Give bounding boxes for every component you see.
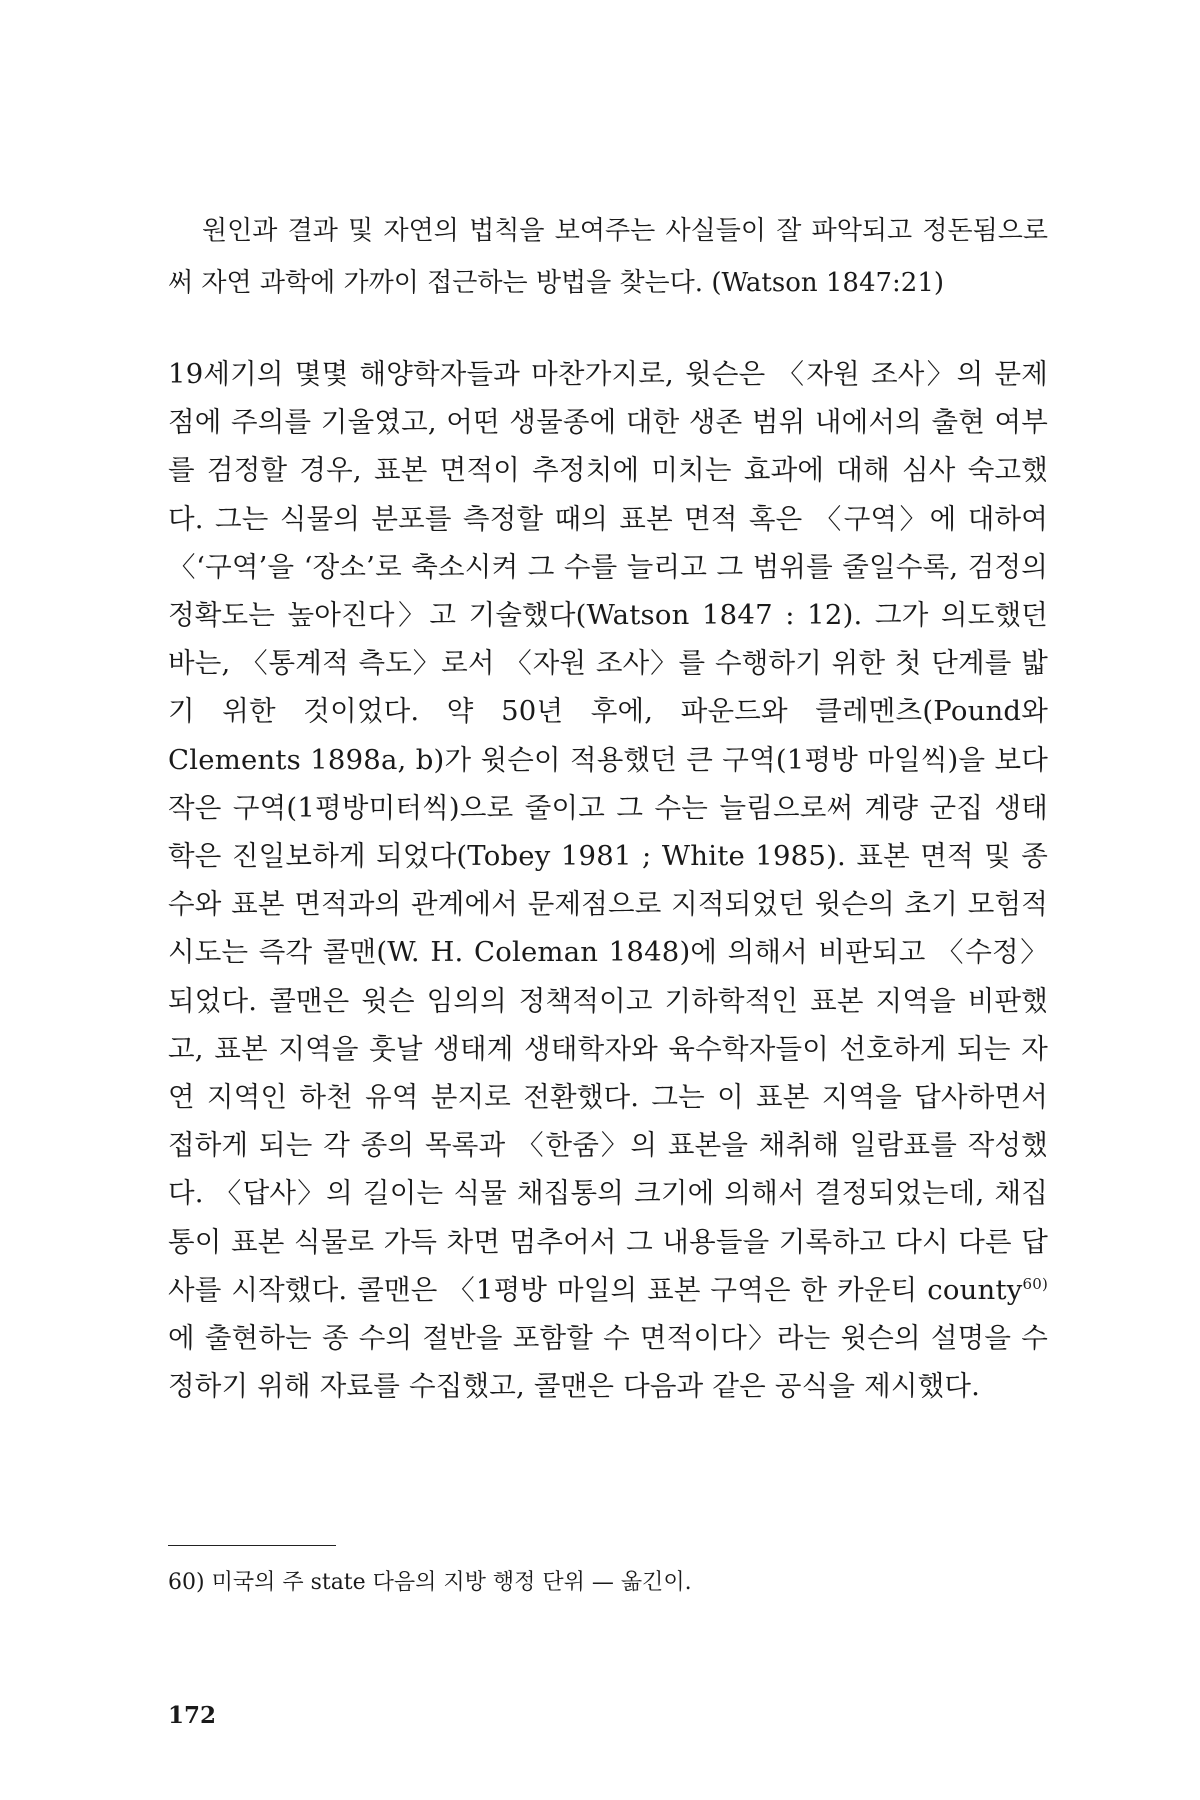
block-quote: 원인과 결과 및 자연의 법칙을 보여주는 사실들이 잘 파악되고 정돈됨으로써 자연 과학에 가까이 접근하는 방법을 찾는다. (Watson 1847:21): [168, 216, 1048, 298]
body-paragraph: [168, 350, 1048, 1410]
footnote: 60) 미국의 주 state 다음의 지방 행정 단위 — 옮긴이.: [168, 1570, 692, 1595]
footnote-reference: 60): [1022, 1274, 1048, 1293]
paragraph-text-part-1: 19세기의 몇몇 해양학자들과 마찬가지로, 윗슨은 〈자원 조사〉의 문제점에 주의를 기울였고, 어떤 생물종에 대한 생존 범위 내에서의 출현 여부를 검정할 경우, 표본 면적이 추정치에 미치는 효과에 대해 심사 숙고했다. 그는 식물의 분포를 측정할 때의 표본 면적 혹은 〈구역〉에 대하여 〈‘구역’을 ‘장소’로 축소시켜 그 수를 늘리고 그 범위를 줄일수록, 검정의 정확도는 높아진다〉고 기술했다(Watson 1847 : 12). 그가 의도했던 바는, 〈통계적 측도〉로서 〈자원 조사〉를 수행하기 위한 첫 단계를 밟기 위한 것이었다. 약 50년 후에, 파운드와 클레멘츠(Pound와 Clements 1898a, b)가 윗슨이 적용했던 큰 구역(1평방 마일씩)을 보다 작은 구역(1평방미터씩)으로 줄이고 그 수는 늘림으로써 계량 군집 생태학은 진일보하게 되었다(Tobey 1981 ; White 1985). 표본 면적 및 종 수와 표본 면적과의 관계에서 문제점으로 지적되었던 윗슨의 초기 모험적 시도는 즉각 콜맨(W. H. Coleman 1848)에 의해서 비판되고 〈수정〉되었다. 콜맨은 윗슨 임의의 정책적이고 기하학적인 표본 지역을 비판했고, 표본 지역을 훗날 생태계 생태학자와 육수학자들이 선호하게 되는 자연 지역인 하천 유역 분지로 전환했다. 그는 이 표본 지역을 답사하면서 접하게 되는 각 종의 목록과 〈한줌〉의 표본을 채취해 일람표를 작성했다. 〈답사〉의 길이는 식물 채집통의 크기에 의해서 결정되었는데, 채집통이 표본 식물로 가득 차면 멈추어서 그 내용들을 기록하고 다시 다른 답사를 시작했다. 콜맨은 〈1평방 마일의 표본 구역은 한 카운티 county: [168, 358, 1048, 1306]
page-number: 172: [168, 1702, 217, 1729]
footnote-divider: [168, 1545, 336, 1546]
paragraph-text-part-2: 에 출현하는 종 수의 절반을 포함할 수 면적이다〉라는 윗슨의 설명을 수정하기 위해 자료를 수집했고, 콜맨은 다음과 같은 공식을 제시했다.: [168, 1322, 1048, 1403]
